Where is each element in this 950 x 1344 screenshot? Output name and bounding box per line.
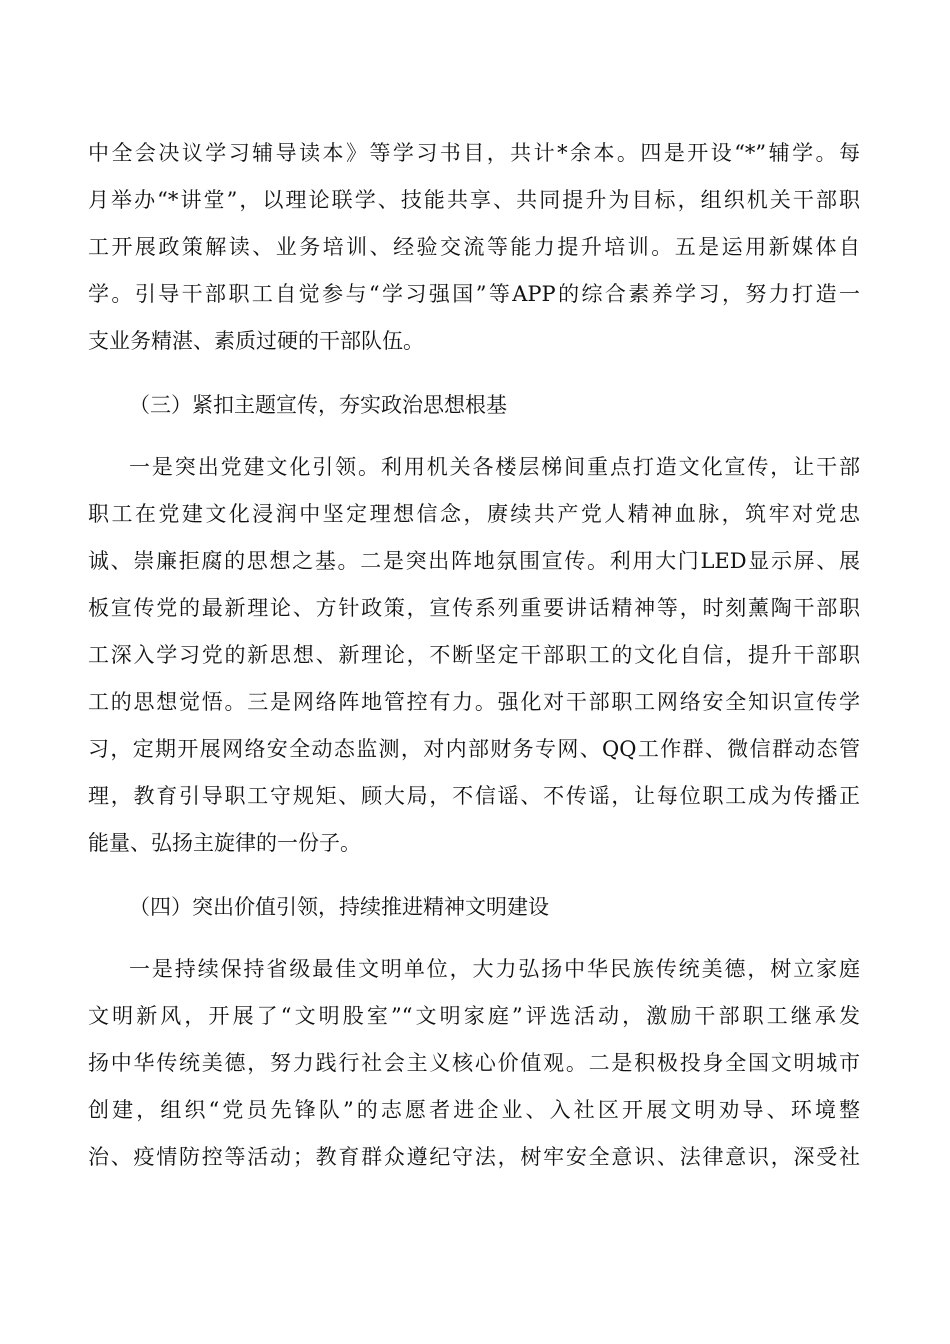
paragraph-line: 工深入学习党的新思想、新理论，不断坚定干部职工的文化自信，提升干部职 [88,643,860,667]
paragraph-line: 板宣传党的最新理论、方针政策，宣传系列重要讲话精神等，时刻薰陶干部职 [88,596,860,620]
paragraph-line: 中全会决议学习辅导读本》等学习书目，共计*余本。四是开设“*”辅学。每 [88,141,860,165]
paragraph-line: 职工在党建文化浸润中坚定理想信念，赓续共产党人精神血脉，筑牢对党忠 [88,502,860,526]
paragraph-line: 文明新风，开展了“文明股室”“文明家庭”评选活动，激励干部职工继承发 [88,1004,860,1028]
paragraph-line: 创建，组织“党员先锋队”的志愿者进企业、入社区开展文明劝导、环境整 [88,1098,860,1122]
paragraph-line: 学。引导干部职工自觉参与“学习强国”等APP的综合素养学习，努力打造一 [88,282,860,306]
paragraph-line: 一是突出党建文化引领。利用机关各楼层梯间重点打造文化宣传，让干部 [129,455,860,479]
paragraph-line: 支业务精湛、素质过硬的干部队伍。 [88,329,424,353]
paragraph-line: 能量、弘扬主旋律的一份子。 [88,831,361,855]
paragraph-line: 一是持续保持省级最佳文明单位，大力弘扬中华民族传统美德，树立家庭 [129,957,860,981]
paragraph-line: 月举办“*讲堂”，以理论联学、技能共享、共同提升为目标，组织机关干部职 [88,188,860,212]
paragraph-line: 诚、崇廉拒腐的思想之基。二是突出阵地氛围宣传。利用大门LED显示屏、展 [88,549,860,573]
paragraph-line: 理，教育引导职工守规矩、顾大局，不信谣、不传谣，让每位职工成为传播正 [88,784,860,808]
section-heading: （四）突出价值引领，持续推进精神文明建设 [129,895,549,919]
paragraph-line: 扬中华传统美德，努力践行社会主义核心价值观。二是积极投身全国文明城市 [88,1051,860,1075]
paragraph-line: 习，定期开展网络安全动态监测，对内部财务专网、QQ工作群、微信群动态管 [88,737,860,761]
paragraph-line: 工的思想觉悟。三是网络阵地管控有力。强化对干部职工网络安全知识宣传学 [88,690,860,714]
section-heading: （三）紧扣主题宣传，夯实政治思想根基 [129,393,507,417]
paragraph-line: 治、疫情防控等活动；教育群众遵纪守法，树牢安全意识、法律意识，深受社 [88,1145,860,1169]
paragraph-line: 工开展政策解读、业务培训、经验交流等能力提升培训。五是运用新媒体自 [88,235,860,259]
